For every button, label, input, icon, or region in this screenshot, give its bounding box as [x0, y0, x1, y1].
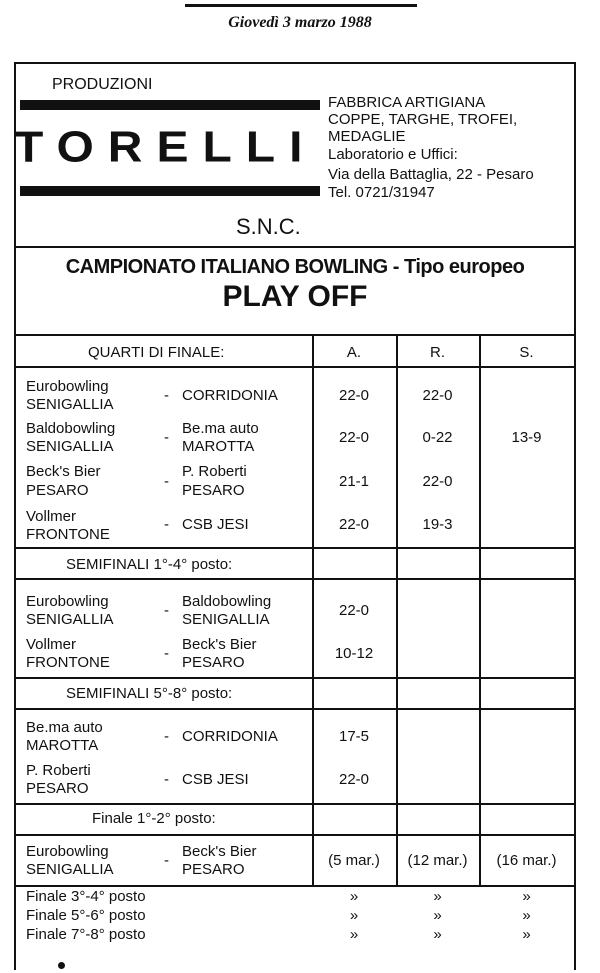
- separator: -: [164, 429, 169, 446]
- separator: -: [164, 852, 169, 869]
- advert-line: COPPE, TARGHE, TROFEI,: [328, 111, 518, 128]
- date-s: (16 mar.): [496, 852, 557, 869]
- divider: [16, 547, 574, 549]
- divider: [16, 246, 574, 248]
- date-a: (5 mar.): [328, 852, 380, 869]
- home-team-name: Eurobowling: [26, 378, 109, 395]
- top-rule: [185, 4, 417, 7]
- divider: [16, 885, 574, 887]
- advert-line: Via della Battaglia, 22 - Pesaro: [328, 166, 534, 183]
- ditto-r: »: [433, 888, 442, 905]
- divider: [16, 578, 574, 580]
- ditto-s: »: [522, 907, 531, 924]
- date-r: (12 mar.): [407, 852, 468, 869]
- score-a: 10-12: [334, 645, 374, 662]
- divider: [16, 803, 574, 805]
- column-header-r: R.: [430, 344, 445, 361]
- score-a: 22-0: [338, 387, 370, 404]
- away-team-name: CORRIDONIA: [182, 387, 278, 404]
- home-team-name: Vollmer: [26, 636, 77, 653]
- score-r: 22-0: [422, 473, 453, 490]
- home-team-name: Beck's Bier: [26, 463, 101, 480]
- away-team-name: P. Roberti: [182, 463, 247, 480]
- score-r: 0-22: [422, 429, 453, 446]
- away-team-name: Baldobowling: [182, 593, 272, 610]
- score-a: 22-0: [338, 516, 370, 533]
- quarti-label: QUARTI DI FINALE:: [88, 344, 225, 361]
- home-team-name: Baldobowling: [26, 420, 116, 437]
- home-team-city: SENIGALLIA: [26, 861, 114, 878]
- home-team-city: FRONTONE: [26, 526, 110, 543]
- away-team-name: CSB JESI: [182, 771, 249, 788]
- away-team-city: PESARO: [182, 654, 245, 671]
- away-team-city: PESARO: [182, 861, 245, 878]
- score-s: 13-9: [511, 429, 542, 446]
- championship-title: CAMPIONATO ITALIANO BOWLING - Tipo europeo: [65, 256, 525, 278]
- final-label: Finale 7°-8° posto: [26, 926, 146, 943]
- column-rule: [479, 334, 481, 885]
- away-team-name: Beck's Bier: [182, 636, 257, 653]
- score-r: 19-3: [422, 516, 453, 533]
- advert-line: MEDAGLIE: [328, 128, 406, 145]
- advert-line: Laboratorio e Uffici:: [328, 146, 458, 163]
- separator: -: [164, 645, 169, 662]
- logo-bar-bottom: [20, 186, 320, 196]
- issue-date: Giovedì 3 marzo 1988: [228, 14, 372, 31]
- column-header-s: S.: [519, 344, 534, 361]
- advert-line: Tel. 0721/31947: [328, 184, 435, 201]
- away-team-name: CSB JESI: [182, 516, 249, 533]
- separator: -: [164, 728, 169, 745]
- separator: -: [164, 387, 169, 404]
- score-r: 22-0: [422, 387, 453, 404]
- score-a: 22-0: [338, 771, 370, 788]
- semi58-label: SEMIFINALI 5°-8° posto:: [66, 685, 233, 702]
- score-a: 22-0: [338, 429, 370, 446]
- away-team-name: Beck's Bier: [182, 843, 257, 860]
- home-team-city: FRONTONE: [26, 654, 110, 671]
- home-team-name: Eurobowling: [26, 593, 109, 610]
- score-a: 21-1: [338, 473, 370, 490]
- ditto-a: »: [349, 888, 359, 905]
- divider: [16, 834, 574, 836]
- divider: [16, 677, 574, 679]
- away-team-name: Be.ma auto: [182, 420, 259, 437]
- away-team-city: PESARO: [182, 482, 245, 499]
- finale12-label: Finale 1°-2° posto:: [92, 810, 216, 827]
- home-team-city: MAROTTA: [26, 737, 99, 754]
- home-team-city: PESARO: [26, 780, 89, 797]
- home-team-city: SENIGALLIA: [26, 611, 114, 628]
- separator: -: [164, 602, 169, 619]
- home-team-name: Be.ma auto: [26, 719, 103, 736]
- home-team-city: PESARO: [26, 482, 89, 499]
- separator: -: [164, 516, 169, 533]
- ditto-a: »: [349, 926, 359, 943]
- separator: -: [164, 473, 169, 490]
- ditto-a: »: [349, 907, 359, 924]
- separator: -: [164, 771, 169, 788]
- score-a: 22-0: [338, 602, 370, 619]
- ditto-s: »: [522, 888, 531, 905]
- home-team-name: Vollmer: [26, 508, 77, 525]
- ditto-r: »: [433, 926, 442, 943]
- divider: [16, 708, 574, 710]
- advert-brand-logo: TORELLI: [14, 123, 317, 172]
- away-team-city: MAROTTA: [182, 438, 255, 455]
- print-dot: [58, 962, 65, 969]
- final-label: Finale 5°-6° posto: [26, 907, 146, 924]
- table-top-rule: [16, 334, 574, 336]
- column-header-a: A.: [346, 344, 362, 361]
- final-label: Finale 3°-4° posto: [26, 888, 146, 905]
- semi14-label: SEMIFINALI 1°-4° posto:: [66, 556, 233, 573]
- logo-bar-top: [20, 100, 320, 110]
- ditto-r: »: [433, 907, 442, 924]
- home-team-city: SENIGALLIA: [26, 396, 114, 413]
- home-team-name: Eurobowling: [26, 843, 109, 860]
- advert-company-type: S.N.C.: [236, 214, 301, 239]
- advert-produzioni: PRODUZIONI: [52, 76, 153, 93]
- away-team-city: SENIGALLIA: [182, 611, 270, 628]
- ditto-s: »: [522, 926, 531, 943]
- advert-line: FABBRICA ARTIGIANA: [328, 94, 486, 111]
- column-rule: [396, 334, 398, 885]
- divider: [16, 366, 574, 368]
- score-a: 17-5: [338, 728, 370, 745]
- playoff-title: PLAY OFF: [222, 280, 368, 313]
- home-team-city: SENIGALLIA: [26, 438, 114, 455]
- home-team-name: P. Roberti: [26, 762, 91, 779]
- away-team-name: CORRIDONIA: [182, 728, 278, 745]
